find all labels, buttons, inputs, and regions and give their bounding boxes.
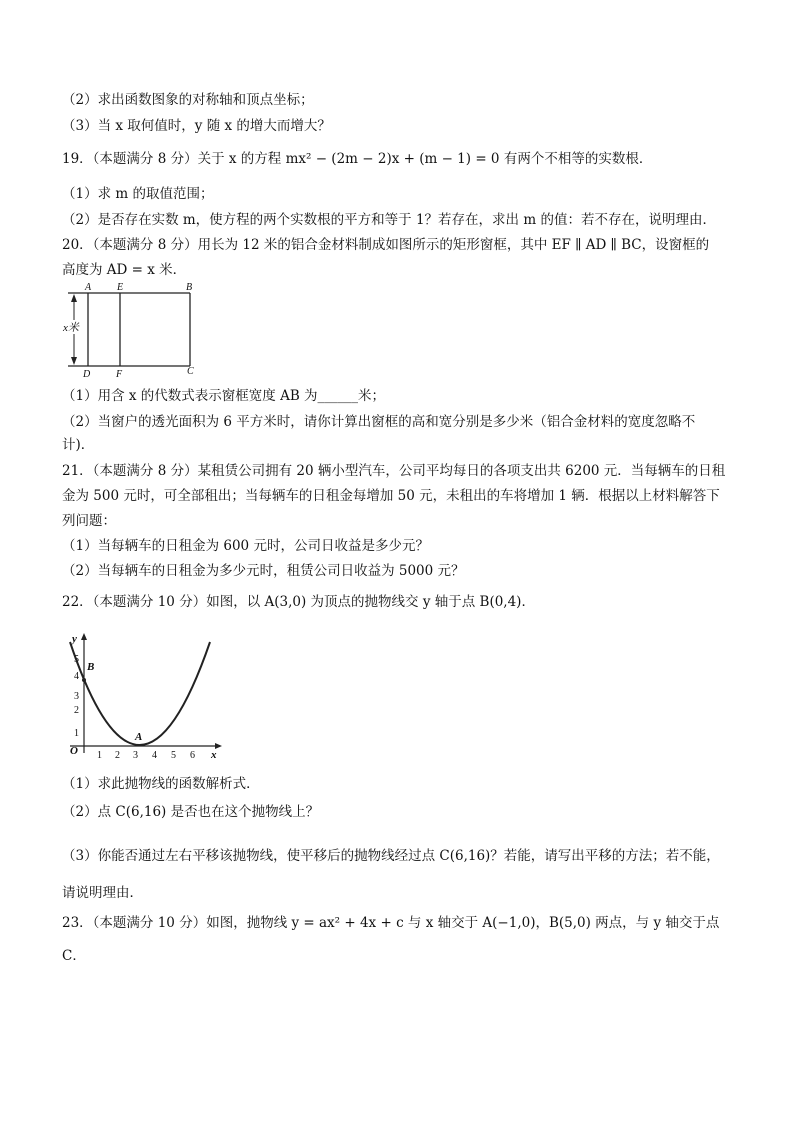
y-tick-3: 3: [74, 691, 79, 702]
label-B: B: [186, 282, 193, 293]
y-tick-1: 1: [74, 728, 79, 739]
origin-label: O: [70, 745, 78, 757]
q22-part1: （1）求此抛物线的函数解析式．: [62, 776, 260, 792]
height-label: x米: [63, 322, 79, 334]
q19-part2: （2）是否存在实数 m，使方程的两个实数根的平方和等于 1？若存在，求出 m 的值：若不存在，说明理由．: [62, 212, 716, 228]
label-E: E: [117, 282, 124, 293]
y-tick-4: 4: [74, 671, 79, 682]
parabola-figure: [60, 628, 230, 760]
x-ticks: [97, 750, 195, 760]
q22-stem: 22．（本题满分 10 分）如图，以 A(3,0) 为顶点的抛物线交 y 轴于点 B(0,4)．: [62, 594, 535, 610]
q21-part2: （2）当每辆车的日租金为多少元时，租赁公司日收益为 5000 元？: [62, 563, 465, 579]
x-tick-1: 1: [97, 750, 102, 760]
label-C: C: [187, 366, 194, 377]
q22-part2: （2）点 C(6,16) 是否也在这个抛物线上？: [62, 804, 320, 820]
x-tick-4: 4: [152, 750, 157, 760]
label-F: F: [116, 369, 123, 380]
y-axis-label: y: [72, 633, 77, 645]
q20-part2-line2: 计)．: [62, 437, 95, 453]
y-tick-2: 2: [74, 705, 79, 716]
x-axis-label: x: [211, 749, 217, 760]
label-D: D: [83, 369, 91, 380]
parabola-curve: [70, 642, 210, 745]
q22-part3-line1: （3）你能否通过左右平移该抛物线，使平移后的抛物线经过点 C(6,16)？若能，请写出平移的方法；若不能，: [62, 848, 720, 864]
q21-stem-line3: 列问题：: [62, 513, 116, 529]
x-tick-6: 6: [190, 750, 195, 760]
q23-stem-line2: C．: [62, 948, 86, 964]
point-label-B: B: [87, 661, 95, 673]
q23-stem-line1: 23．（本题满分 10 分）如图，抛物线 y = ax² + 4x + c 与 x 轴交于 A(−1,0)，B(5,0) 两点，与 y 轴交于点: [62, 915, 720, 931]
q21-stem-line2: 金为 500 元时，可全部租出；当每辆车的日租金每增加 50 元，未租出的车将增加 1 辆．根据以上材料解答下: [62, 488, 720, 504]
q20-stem-line2: 高度为 AD = x 米．: [62, 262, 187, 278]
q18-part3: （3）当 x 取何值时，y 随 x 的增大而增大？: [62, 118, 331, 134]
q21-stem-line1: 21．（本题满分 8 分）某租赁公司拥有 20 辆小型汽车，公司平均每日的各项支出共 6200 元．当每辆车的日租: [62, 463, 726, 479]
q19-stem: 19．（本题满分 8 分）关于 x 的方程 mx² − (2m − 2)x + (m − 1) = 0 有两个不相等的实数根．: [62, 151, 653, 167]
x-tick-5: 5: [171, 750, 176, 760]
q21-part1: （1）当每辆车的日租金为 600 元时，公司日收益是多少元？: [62, 538, 429, 554]
point-B: [82, 678, 86, 682]
q18-part2: （2）求出函数图象的对称轴和顶点坐标；: [62, 92, 314, 108]
label-A: A: [85, 282, 92, 293]
x-tick-3: 3: [133, 750, 138, 760]
q20-stem-line1: 20．（本题满分 8 分）用长为 12 米的铝合金材料制成如图所示的矩形窗框，其中 EF ∥ AD ∥ BC，设窗框的: [62, 237, 710, 253]
q20-part1: （1）用含 x 的代数式表示窗框宽度 AB 为______米；: [62, 388, 386, 404]
q19-part1: （1）求 m 的取值范围；: [62, 186, 214, 202]
point-label-A: A: [135, 731, 143, 743]
window-frame-figure: [60, 280, 210, 380]
y-tick-5: 5: [74, 654, 79, 665]
x-tick-2: 2: [115, 750, 120, 760]
q22-part3-line2: 请说明理由．: [62, 885, 143, 901]
q20-part2-line1: （2）当窗户的透光面积为 6 平方米时，请你计算出窗框的高和宽分别是多少米（铝合金材料的宽度忽略不: [62, 414, 696, 430]
